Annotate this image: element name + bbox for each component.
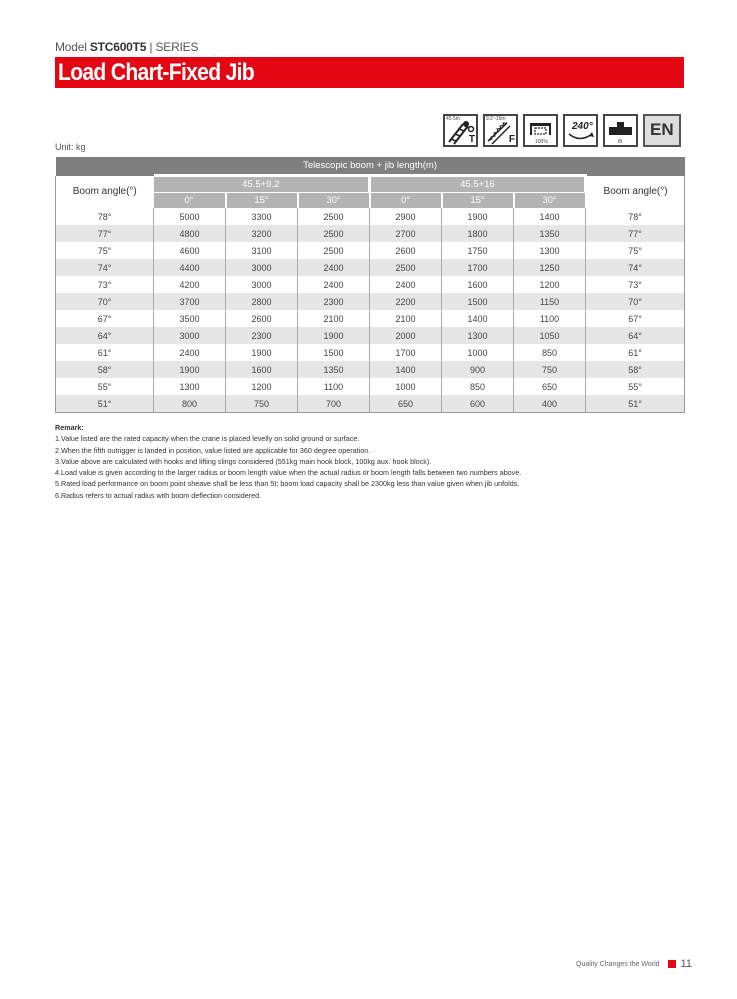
value-cell: 1400 (442, 310, 514, 327)
angle-cell: 64° (586, 327, 685, 344)
value-cell: 1350 (514, 225, 586, 242)
value-cell: 850 (442, 378, 514, 395)
angle-cell: 67° (586, 310, 685, 327)
value-cell: 2400 (370, 276, 442, 293)
table-row (56, 242, 685, 259)
value-cell: 1800 (442, 225, 514, 242)
value-cell: 1350 (298, 361, 370, 378)
angle-cell: 78° (56, 208, 154, 225)
value-cell: 1700 (370, 344, 442, 361)
counterweight-icon (603, 114, 638, 147)
offset-header: 0° (154, 193, 226, 209)
slew-label: 240° (572, 121, 593, 132)
model-line (55, 40, 198, 54)
value-cell: 2100 (298, 310, 370, 327)
remark-item: 4.Load value is given according to the larger radius or boom length value when the actual radius or boom length falls between two numbers above. (55, 468, 522, 478)
value-cell: 1050 (514, 327, 586, 344)
value-cell: 3500 (154, 310, 226, 327)
angle-cell: 75° (586, 242, 685, 259)
angle-cell: 55° (586, 378, 685, 395)
value-cell: 1200 (226, 378, 298, 395)
remark-item: 5.Rated load performance on boom point sheave shall be less than 5t; boom load capacity shall be 2300kg less than value given when jib unfolds. (55, 479, 520, 489)
value-cell: 1250 (514, 259, 586, 276)
table-row (56, 259, 685, 276)
value-cell: 750 (514, 361, 586, 378)
fixed-jib-icon (483, 114, 518, 147)
footer (576, 958, 692, 970)
page-number: 11 (680, 958, 692, 970)
value-cell: 3000 (226, 276, 298, 293)
value-cell: 3200 (226, 225, 298, 242)
angle-cell: 61° (586, 344, 685, 361)
value-cell: 1900 (442, 208, 514, 225)
value-cell: 2300 (226, 327, 298, 344)
value-cell: 2500 (298, 208, 370, 225)
angle-cell: 73° (586, 276, 685, 293)
value-cell: 1400 (514, 208, 586, 225)
value-cell: 700 (298, 395, 370, 413)
angle-cell: 77° (586, 225, 685, 242)
remarks-title: Remark: (55, 423, 84, 432)
spec-icons (443, 114, 681, 147)
table-row (56, 378, 685, 395)
angle-cell: 75° (56, 242, 154, 259)
table-row (56, 293, 685, 310)
load-chart-table (55, 157, 685, 413)
counterweight-label: 8t (618, 139, 623, 145)
jib-letter: F (508, 134, 515, 145)
value-cell: 900 (442, 361, 514, 378)
value-cell: 1900 (226, 344, 298, 361)
value-cell: 3300 (226, 208, 298, 225)
value-cell: 1400 (370, 361, 442, 378)
value-cell: 650 (514, 378, 586, 395)
value-cell: 1900 (154, 361, 226, 378)
value-cell: 1600 (226, 361, 298, 378)
angle-cell: 73° (56, 276, 154, 293)
model-prefix: Model (55, 40, 87, 54)
value-cell: 1750 (442, 242, 514, 259)
value-cell: 1300 (514, 242, 586, 259)
row-header-left: Boom angle(°) (56, 176, 154, 209)
value-cell: 1000 (370, 378, 442, 395)
angle-cell: 77° (56, 225, 154, 242)
value-cell: 1000 (442, 344, 514, 361)
table-row (56, 276, 685, 293)
table-row (56, 395, 685, 413)
footer-tagline: Quality Changes the World (576, 960, 660, 968)
model-suffix: | SERIES (149, 40, 199, 54)
telescopic-boom-icon (443, 114, 478, 147)
value-cell: 2400 (298, 276, 370, 293)
offset-header: 30° (298, 193, 370, 209)
remarks (55, 422, 521, 501)
angle-cell: 58° (56, 361, 154, 378)
footer-accent-square (668, 960, 676, 968)
value-cell: 2500 (298, 242, 370, 259)
value-cell: 1200 (514, 276, 586, 293)
value-cell: 4200 (154, 276, 226, 293)
group-header: 45.5+16 (370, 176, 586, 193)
outrigger-label: 100% (535, 139, 548, 145)
boom-length-label: 45.5m (446, 116, 460, 122)
remark-item: 1.Value listed are the rated capacity when the crane is placed levelly on solid ground or surface. (55, 434, 360, 444)
angle-cell: 70° (56, 293, 154, 310)
row-header-right: Boom angle(°) (586, 176, 685, 209)
value-cell: 400 (514, 395, 586, 413)
page-title-bar (55, 57, 684, 88)
value-cell: 750 (226, 395, 298, 413)
value-cell: 3100 (226, 242, 298, 259)
boom-letter: T (468, 134, 475, 145)
jib-length-label: 9.2~16m (486, 116, 506, 122)
angle-cell: 74° (586, 259, 685, 276)
value-cell: 1100 (298, 378, 370, 395)
angle-cell: 61° (56, 344, 154, 361)
value-cell: 2600 (226, 310, 298, 327)
value-cell: 1150 (514, 293, 586, 310)
offset-header: 15° (226, 193, 298, 209)
table-row (56, 310, 685, 327)
value-cell: 1700 (442, 259, 514, 276)
value-cell: 3000 (226, 259, 298, 276)
value-cell: 800 (154, 395, 226, 413)
angle-cell: 70° (586, 293, 685, 310)
angle-cell: 51° (56, 395, 154, 413)
value-cell: 1300 (154, 378, 226, 395)
value-cell: 2700 (370, 225, 442, 242)
value-cell: 2400 (154, 344, 226, 361)
value-cell: 5000 (154, 208, 226, 225)
value-cell: 650 (370, 395, 442, 413)
angle-cell: 67° (56, 310, 154, 327)
angle-cell: 64° (56, 327, 154, 344)
value-cell: 3700 (154, 293, 226, 310)
value-cell: 2900 (370, 208, 442, 225)
value-cell: 2300 (298, 293, 370, 310)
value-cell: 2200 (370, 293, 442, 310)
value-cell: 1600 (442, 276, 514, 293)
outrigger-icon (523, 114, 558, 147)
value-cell: 600 (442, 395, 514, 413)
value-cell: 2500 (298, 225, 370, 242)
value-cell: 4600 (154, 242, 226, 259)
table-row (56, 208, 685, 225)
page-title: Load Chart-Fixed Jib (58, 59, 254, 86)
value-cell: 1500 (298, 344, 370, 361)
unit-label: Unit: kg (55, 142, 86, 152)
value-cell: 3000 (154, 327, 226, 344)
table-row (56, 344, 685, 361)
value-cell: 2100 (370, 310, 442, 327)
remark-item: 2.When the fifth outrigger is landed in position, value listed are applicable for 360 degree operation. (55, 445, 371, 455)
value-cell: 1100 (514, 310, 586, 327)
angle-cell: 58° (586, 361, 685, 378)
offset-header: 30° (514, 193, 586, 209)
value-cell: 2500 (370, 259, 442, 276)
value-cell: 850 (514, 344, 586, 361)
value-cell: 4800 (154, 225, 226, 242)
remark-item: 3.Value above are calculated with hooks and lifting slings considered (551kg main hook block, 100kg aux. hook block). (55, 456, 432, 466)
language-label: EN (650, 120, 674, 139)
offset-header: 0° (370, 193, 442, 209)
angle-cell: 51° (586, 395, 685, 413)
value-cell: 1500 (442, 293, 514, 310)
language-badge (643, 114, 681, 147)
angle-cell: 55° (56, 378, 154, 395)
value-cell: 1900 (298, 327, 370, 344)
value-cell: 1300 (442, 327, 514, 344)
value-cell: 2600 (370, 242, 442, 259)
table-row (56, 361, 685, 378)
value-cell: 2000 (370, 327, 442, 344)
value-cell: 2800 (226, 293, 298, 310)
model-name: STC600T5 (89, 40, 147, 54)
value-cell: 4400 (154, 259, 226, 276)
remark-item: 6.Radius refers to actual radius with boom deflection considered. (55, 490, 262, 500)
table-row (56, 327, 685, 344)
group-header: 45.5+9.2 (154, 176, 370, 193)
offset-header: 15° (442, 193, 514, 209)
angle-cell: 78° (586, 208, 685, 225)
angle-cell: 74° (56, 259, 154, 276)
slew-range-icon (563, 114, 598, 147)
table-row (56, 225, 685, 242)
value-cell: 2400 (298, 259, 370, 276)
table-title: Telescopic boom + jib length(m) (56, 157, 685, 176)
